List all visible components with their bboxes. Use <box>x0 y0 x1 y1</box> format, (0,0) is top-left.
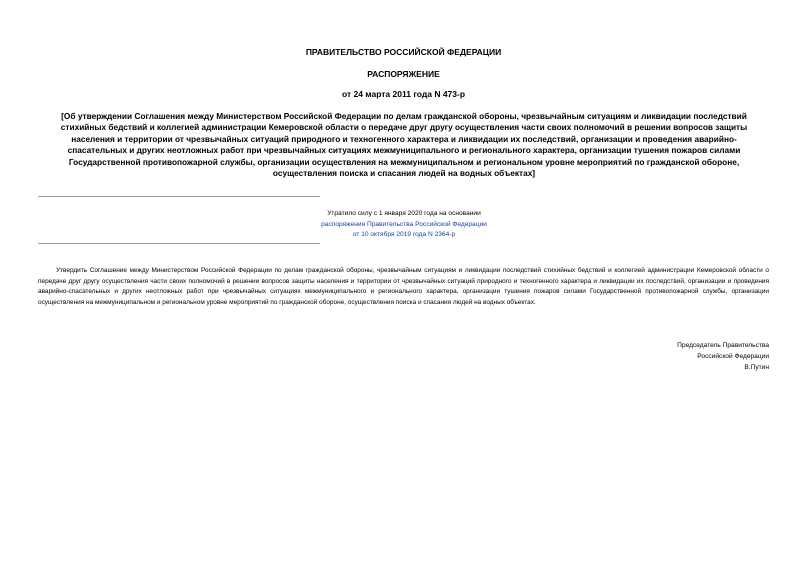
document-type-heading: РАСПОРЯЖЕНИЕ <box>367 69 440 79</box>
government-heading: ПРАВИТЕЛЬСТВО РОССИЙСКОЙ ФЕДЕРАЦИИ <box>305 47 502 57</box>
document-body: Утвердить Соглашение между Министерством Российской Федерации по делам гражданской обороны, чрезвычайным ситуациям и ликвидации последствий стихийных бедствий и коллегией администрации Кемеровской области о передаче друг другу осуществления части своих полномочий в решении вопросов защиты населения и территории от чрезвычайных ситуаций природного и техногенного характера и ликвидации их последствий, организации и проведения аварийно-спасательных и других неотложных работ при чрезвычайных ситуациях межмуниципального и регионального характера, организации тушения пожаров силами Государственной противопожарной службы, организации осуществления на межмуниципальном и региональном уровне мероприятий по гражданской обороне, осуществления поиска и спасания людей на водных объектах. <box>38 267 769 306</box>
signature-name: В.Путин <box>744 364 769 372</box>
repeal-link-line1[interactable]: распоряжения Правительства Российской Федерации <box>321 220 487 228</box>
status-note <box>290 209 518 241</box>
signature-position-1: Председатель Правительства <box>677 342 769 349</box>
document-title: [Об утверждении Соглашения между Министерством Российской Федерации по делам гражданской обороны, чрезвычайным ситуациям и ликвидации последствий стихийных бедствий и коллегией администрации Кемеровской области о передаче друг другу осуществления части своих полномочий в решении вопросов защиты населения и территории от чрезвычайных ситуаций природного и техногенного характера и ликвидации их последствий, организации и проведения аварийно-спасательных и других неотложных работ при чрезвычайных ситуациях межмуниципального и регионального характера, организации тушения пожаров силами Государственной противопожарной службы, организации осуществления на межмуниципальном и региональном уровне мероприятий по гражданской обороне, осуществления поиска и спасания людей на водных объектах] <box>60 111 748 179</box>
repeal-link-line2[interactable]: от 10 октября 2019 года N 2364-р <box>352 231 456 238</box>
divider-bottom <box>38 243 320 244</box>
document-date-number: от 24 марта 2011 года N 473-р <box>341 89 466 99</box>
status-note-text: Утратило силу с 1 января 2020 года на основании <box>327 210 481 217</box>
signature-block <box>677 340 769 374</box>
divider-top <box>38 196 320 197</box>
signature-position-2: Российской Федерации <box>697 353 769 361</box>
